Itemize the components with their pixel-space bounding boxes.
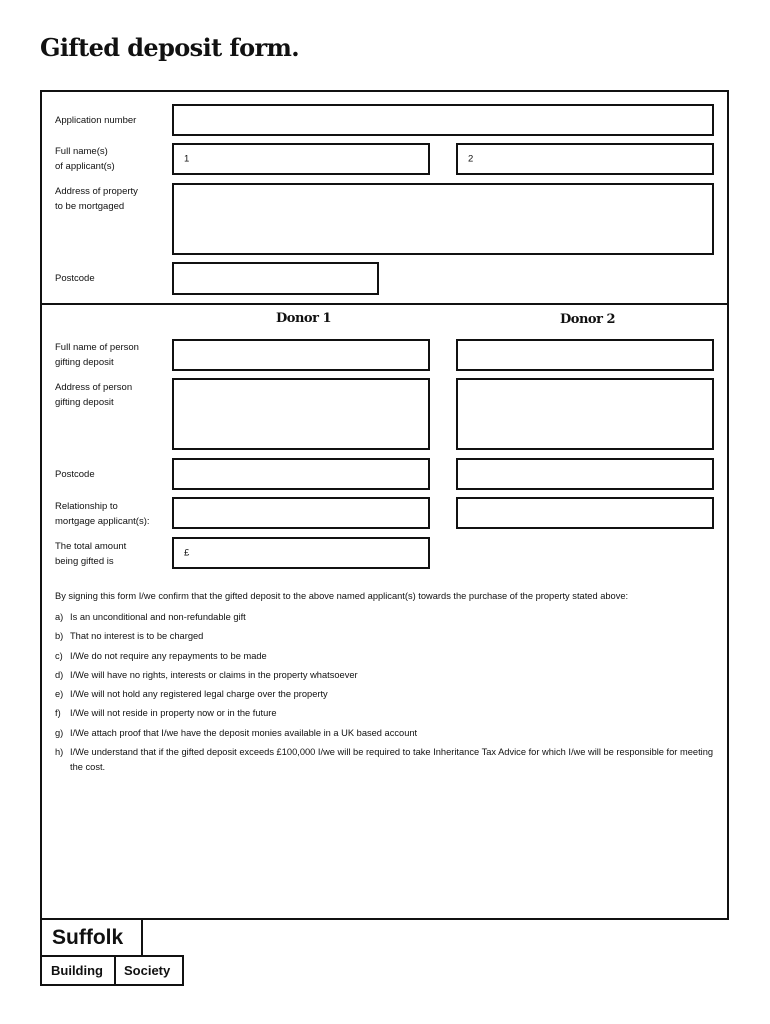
donor-2-postcode-input[interactable]	[456, 458, 714, 490]
property-address-input[interactable]	[172, 183, 714, 255]
donor-1-postcode-input[interactable]	[172, 458, 430, 490]
condition-item	[55, 649, 720, 664]
applicant-2-name-input[interactable]	[456, 143, 714, 175]
condition-item	[55, 629, 720, 644]
logo-word-suffolk: Suffolk	[40, 918, 143, 957]
application-number-input[interactable]	[172, 104, 714, 136]
donor-1-heading: Donor 1	[276, 311, 331, 326]
donor-1-address-input[interactable]	[172, 378, 430, 450]
condition-item	[55, 706, 720, 721]
condition-item	[55, 745, 720, 775]
gift-amount-input[interactable]	[172, 537, 430, 569]
applicant-1-prefix: 1	[184, 153, 190, 165]
property-postcode-label: Postcode	[55, 273, 95, 284]
amount-label-line1: The total amount	[55, 541, 127, 552]
applicant-2-prefix: 2	[468, 153, 474, 165]
property-address-label-line1: Address of property	[55, 186, 138, 197]
donor-postcode-label: Postcode	[55, 469, 95, 480]
relationship-label-line2: mortgage applicant(s):	[55, 516, 150, 527]
condition-text: I/We do not require any repayments to be made	[70, 650, 267, 661]
donor-2-relationship-input[interactable]	[456, 497, 714, 529]
condition-text: Is an unconditional and non-refundable gift	[70, 612, 246, 622]
condition-text: I/We attach proof that I/we have the deposit monies available in a UK based account	[70, 727, 418, 738]
applicant-names-label-line2: of applicant(s)	[55, 161, 115, 172]
condition-text: That no interest is to be charged	[70, 631, 204, 642]
donor-name-label-line1: Full name of person	[55, 342, 139, 353]
condition-marker: e)	[55, 689, 64, 700]
condition-text: I/We will not reside in property now or in the future	[70, 708, 277, 719]
condition-marker: a)	[55, 612, 64, 622]
property-address-label-line2: to be mortgaged	[55, 201, 125, 212]
application-number-label: Application number	[55, 115, 137, 126]
condition-marker: c)	[55, 650, 63, 661]
currency-prefix: £	[184, 547, 190, 559]
property-postcode-input[interactable]	[172, 262, 379, 295]
condition-marker: f)	[55, 708, 61, 719]
donor-2-address-input[interactable]	[456, 378, 714, 450]
declaration-intro: By signing this form I/we confirm that the gifted deposit to the above named applicant(s) towards the purchase of the property stated above:	[55, 591, 629, 601]
condition-text: I/We understand that if the gifted deposit exceeds £100,000 I/we will be required to take Inheritance Tax Advice for which I/we will be responsible for meeting the cost.	[70, 747, 714, 773]
donor-2-heading: Donor 2	[560, 312, 615, 327]
logo-word-society: Society	[114, 955, 184, 986]
condition-marker: d)	[55, 669, 64, 680]
applicant-names-label-line1: Full name(s)	[55, 146, 108, 157]
donor-1-name-input[interactable]	[172, 339, 430, 371]
applicant-1-name-input[interactable]	[172, 143, 430, 175]
condition-item	[55, 687, 720, 702]
relationship-label-line1: Relationship to	[55, 501, 118, 512]
condition-item	[55, 726, 720, 741]
donor-2-name-input[interactable]	[456, 339, 714, 371]
condition-item	[55, 668, 720, 683]
condition-marker: g)	[55, 727, 64, 738]
donor-address-label-line1: Address of person	[55, 382, 133, 393]
logo-word-building: Building	[40, 955, 116, 986]
condition-item	[55, 610, 720, 625]
condition-marker: b)	[55, 631, 64, 642]
section-divider	[40, 303, 729, 305]
condition-text: I/We will have no rights, interests or claims in the property whatsoever	[70, 669, 358, 680]
donor-1-relationship-input[interactable]	[172, 497, 430, 529]
condition-marker: h)	[55, 747, 64, 758]
condition-text: I/We will not hold any registered legal charge over the property	[70, 689, 328, 700]
amount-label-line2: being gifted is	[55, 556, 114, 567]
declaration-conditions	[55, 610, 720, 779]
donor-name-label-line2: gifting deposit	[55, 357, 114, 368]
donor-address-label-line2: gifting deposit	[55, 397, 114, 408]
page-title: Gifted deposit form.	[40, 33, 300, 62]
